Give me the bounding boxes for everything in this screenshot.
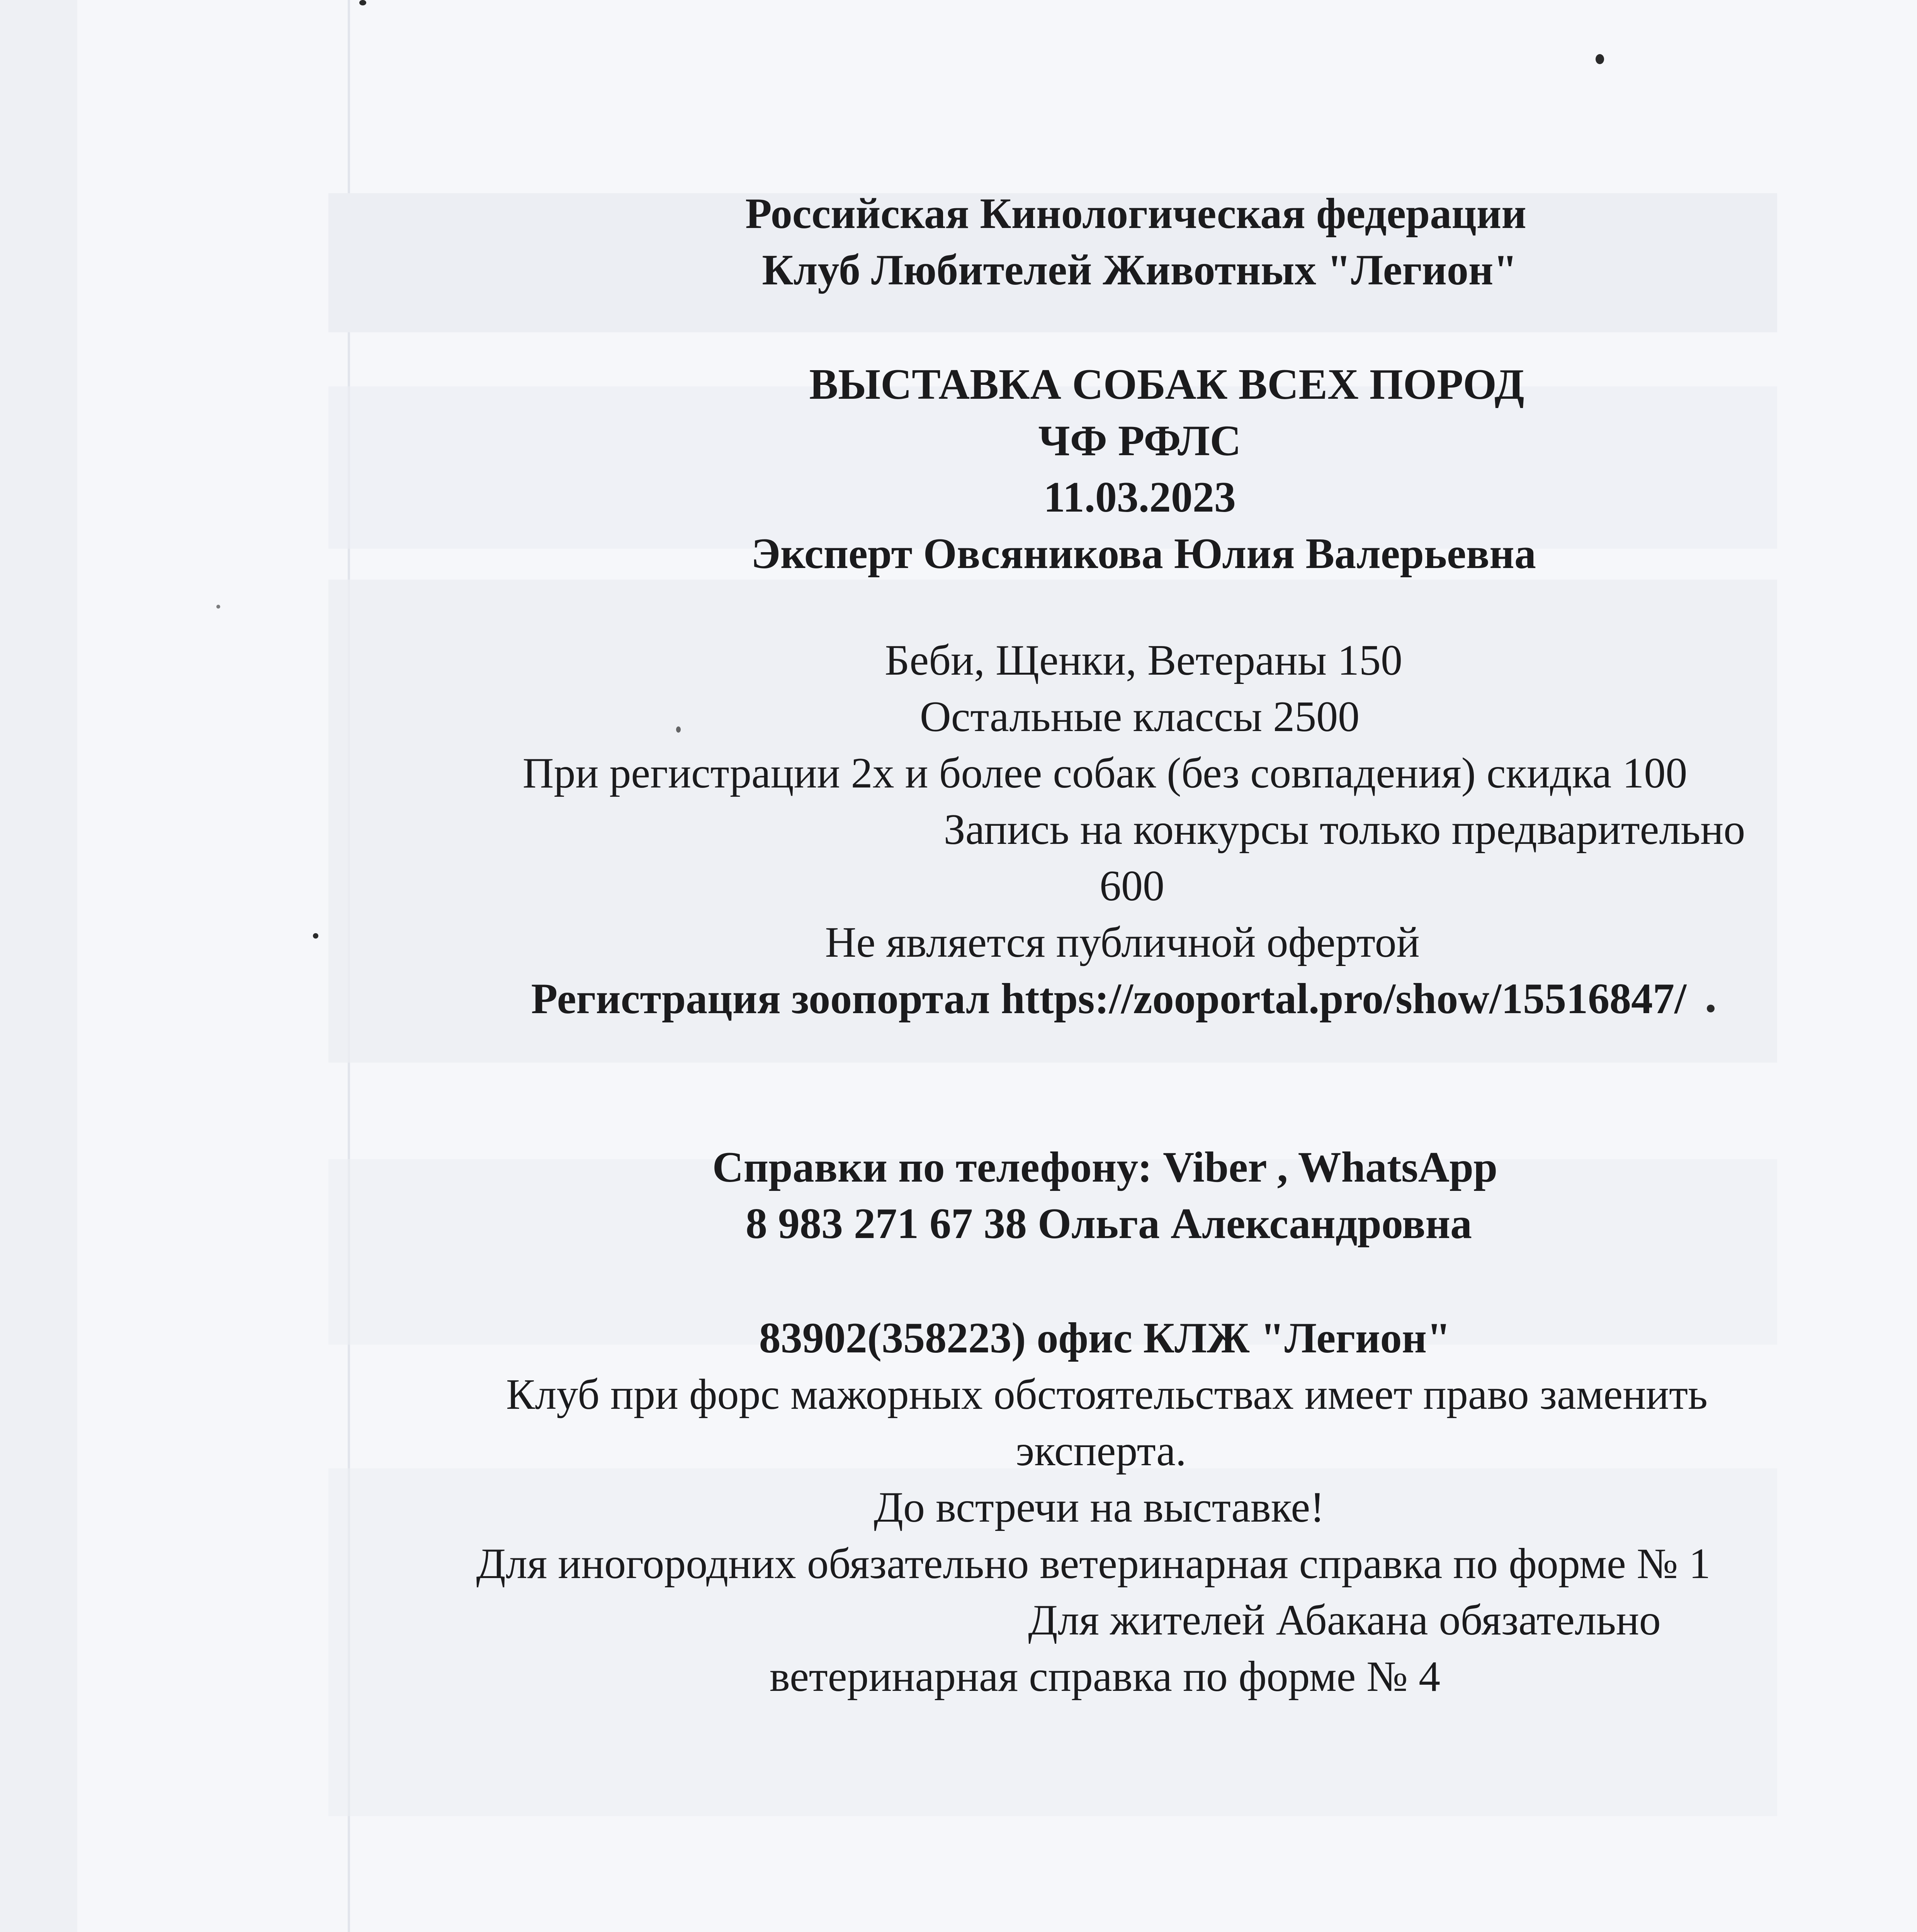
contests-note: Запись на конкурсы только предварительно	[943, 806, 1745, 854]
scan-speck	[359, 0, 366, 5]
show-rank: ЧФ РФЛС	[1038, 417, 1241, 465]
vet-nonresident-note: Для иногородних обязательно ветеринарная справка по форме № 1	[476, 1540, 1711, 1588]
see-you-note: До встречи на выставке!	[874, 1483, 1325, 1531]
federation-name: Российская Кинологическая федерации	[745, 190, 1526, 238]
club-name: Клуб Любителей Животных "Легион"	[762, 246, 1518, 294]
contacts-phone: 8 983 271 67 38 Ольга Александровна	[746, 1200, 1472, 1248]
show-title: ВЫСТАВКА СОБАК ВСЕХ ПОРОД	[809, 361, 1524, 408]
scan-left-shade	[0, 0, 77, 1932]
contests-price: 600	[1100, 862, 1164, 910]
fee-discount: При регистрации 2х и более собак (без совпадения) скидка 100	[522, 749, 1688, 797]
fee-other-classes: Остальные классы 2500	[919, 693, 1360, 741]
not-public-offer: Не является публичной офертой	[825, 918, 1420, 966]
vet-resident-line-1: Для жителей Абакана обязательно	[1028, 1596, 1661, 1644]
vet-resident-line-2: ветеринарная справка по форме № 4	[769, 1653, 1441, 1701]
contacts-heading: Справки по телефону: Viber , WhatsApp	[712, 1143, 1498, 1191]
force-majeure-line-2: эксперта.	[1016, 1427, 1186, 1475]
scan-speck	[1596, 54, 1604, 64]
contacts-office: 83902(358223) офис КЛЖ "Легион"	[759, 1314, 1451, 1362]
registration-link[interactable]: Регистрация зоопортал https://zooportal.pro/show/15516847/	[531, 975, 1687, 1023]
fee-baby-puppy-veteran: Беби, Щенки, Ветераны 150	[885, 636, 1402, 684]
force-majeure-line-1: Клуб при форс мажорных обстоятельствах имеет право заменить	[506, 1371, 1708, 1418]
show-date: 11.03.2023	[1043, 473, 1236, 521]
show-expert: Эксперт Овсяникова Юлия Валерьевна	[751, 530, 1536, 578]
document-body	[317, 185, 1870, 1705]
scan-speck	[216, 605, 220, 609]
